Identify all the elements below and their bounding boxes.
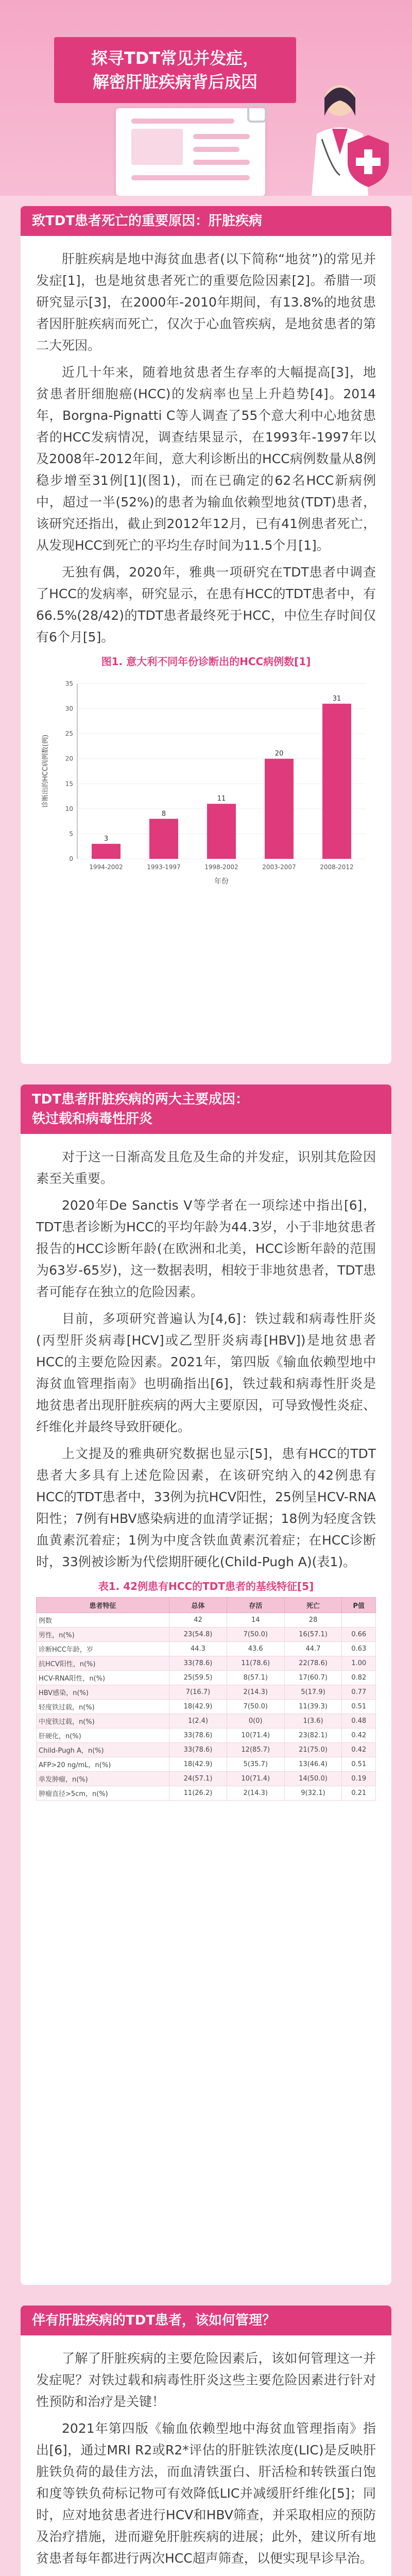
y-tick-label: 15 [65, 780, 73, 788]
table-cell: 33(78.6) [169, 1728, 227, 1743]
section3-paragraph-1: 了解了肝脏疾病的主要危险因素后，该如何管理这一并发症呢？对铁过载和病毒性肝炎这些主要危险因素进行针对性预防和治疗是关键！ [36, 2351, 376, 2409]
table-cell: 0.48 [342, 1714, 376, 1728]
table-cell: 抗HCV阳性，n(%) [37, 1656, 169, 1671]
section2-heading [21, 1084, 391, 1134]
table-cell: 42 [169, 1613, 227, 1628]
figure1-title: 图1. 意大利不同年份诊断出的HCC病例数[1] [101, 655, 311, 668]
document-illustration [116, 108, 265, 196]
bar [265, 759, 294, 859]
table-cell: HBV感染，n(%) [37, 1685, 169, 1700]
title-box [54, 37, 296, 103]
y-tick-label: 5 [69, 830, 73, 838]
table-cell: 男性，n(%) [37, 1628, 169, 1642]
table-cell: 1(2.4) [169, 1714, 227, 1728]
table-cell: 18(42.9) [169, 1757, 227, 1772]
section-risk-factors-card [21, 1084, 391, 2285]
table-cell: HCV-RNA阳性，n(%) [37, 1671, 169, 1685]
table-cell: 0.19 [342, 1772, 376, 1786]
table-row [37, 1613, 376, 1628]
table-cell: 10(71.4) [227, 1728, 284, 1743]
table-cell: 0(0) [227, 1714, 284, 1728]
table-header-cell: P值 [342, 1598, 376, 1613]
table-cell: 肿瘤直径>5cm，n(%) [37, 1786, 169, 1801]
header-banner [0, 0, 412, 196]
section2-paragraph-2: 2020年De Sanctis V等学者在一项综述中指出[6]，TDT患者诊断为HCC的平均年龄为44.3岁，小于非地贫患者报告的HCC诊断年龄(在欧洲和北美，HCC诊断年龄的范围为63岁-65岁)，这一数据表明，相较于非地贫患者，TDT患者可能存在独立的危险因素。 [36, 1198, 376, 1299]
table-cell: 2(14.3) [227, 1786, 284, 1801]
table-cell: 11(39.3) [284, 1700, 342, 1714]
bar-value-label: 8 [161, 810, 166, 818]
table-cell: 12(85.7) [227, 1743, 284, 1757]
table-cell: 9(32.1) [284, 1786, 342, 1801]
section3-heading: 伴有肝脏疾病的TDT患者，该如何管理？ [21, 2306, 391, 2335]
y-tick-label: 35 [65, 680, 73, 687]
table-cell: 23(82.1) [284, 1728, 342, 1743]
table-header-cell: 总体 [169, 1598, 227, 1613]
table-row [37, 1728, 376, 1743]
x-axis-label: 年份 [214, 877, 229, 886]
table-cell: 11(78.6) [227, 1656, 284, 1671]
section3-paragraph-2: 2021年第四版《输血依赖型地中海贫血管理指南》指出[6]，通过MRI R2或R2*评估的肝脏铁浓度(LIC)是反映肝脏铁负荷的最佳方法，而血清铁蛋白、肝活检和转铁蛋白饱和度等铁负荷标记物可有效降低LIC并减缓肝纤维化[5]；同时，应对地贫患者进行HCV和HBV筛查，并采取相应的预防及治疗措施，进而避免肝脏疾病的进展；此外，建议所有地贫患者每年都进行两次HCC超声筛查，以便实现早诊早治。 [36, 2421, 376, 2566]
table-cell: 0.63 [342, 1642, 376, 1656]
table-cell: 例数 [37, 1613, 169, 1628]
baseline-table [36, 1597, 376, 1801]
table-row [37, 1772, 376, 1786]
table-cell: 肝硬化，n(%) [37, 1728, 169, 1743]
bar-value-label: 11 [217, 795, 226, 803]
y-axis-label: 诊断出的HCC病例数(例) [42, 734, 49, 808]
page-title-line2: 解密肝脏疾病背后成因 [92, 72, 258, 92]
table-cell [342, 1613, 376, 1628]
table-cell: 1(3.6) [284, 1714, 342, 1728]
table-cell: 14 [227, 1613, 284, 1628]
x-tick-label: 2003-2007 [262, 863, 296, 871]
table-cell: AFP>20 ng/mL，n(%) [37, 1757, 169, 1772]
section2-paragraph-1: 对于这一日渐高发且危及生命的并发症，识别其危险因素至关重要。 [36, 1149, 376, 1186]
bar [92, 844, 121, 859]
bar [149, 819, 178, 859]
table-row [37, 1700, 376, 1714]
table-cell: 11(26.2) [169, 1786, 227, 1801]
y-tick-label: 30 [65, 705, 73, 713]
table-cell: 轻度铁过载，n(%) [37, 1700, 169, 1714]
section1-paragraph-2: 近几十年来，随着地贫患者生存率的大幅提高[3]，地贫患者肝细胞癌(HCC)的发病率也呈上升趋势[4]。2014年，Borgna-Pignatti C等人调查了55个意大利中心地贫患者的HCC发病情况，调查结果显示，在1993年-1997年以及2008年-2012年间，意大利诊断出的HCC病例数量从8例稳步增至31例[1](图1)，而在已确定的62名HCC新病例中，超过一半(52%)的患者为输血依赖型地贫(TDT)患者，该研究还指出，截止到2012年12月，已有41例患者死亡，从发现HCC到死亡的平均生存时间为11.5个月[1]。 [36, 365, 376, 553]
table-cell: 14(50.0) [284, 1772, 342, 1786]
table-cell: 0.42 [342, 1728, 376, 1743]
table-row [37, 1685, 376, 1700]
chart-svg [36, 673, 376, 890]
hcc-bar-chart [36, 673, 376, 890]
table-cell: 诊断HCC年龄，岁 [37, 1642, 169, 1656]
table-row [37, 1656, 376, 1671]
clip-icon [247, 103, 267, 123]
bar [322, 704, 351, 859]
table-cell: 2(14.3) [227, 1685, 284, 1700]
section1-heading: 致TDT患者死亡的重要原因：肝脏疾病 [21, 206, 391, 236]
table-cell: 33(78.6) [169, 1743, 227, 1757]
table-cell: 0.42 [342, 1743, 376, 1757]
table-cell: 23(54.8) [169, 1628, 227, 1642]
bar-value-label: 3 [104, 835, 109, 843]
x-tick-label: 1993-1997 [147, 863, 181, 871]
page-title-line1: 探寻TDT常见并发症， [91, 48, 260, 68]
table-cell: 7(16.7) [169, 1685, 227, 1700]
table-cell: 中度铁过载，n(%) [37, 1714, 169, 1728]
x-tick-label: 1998-2002 [204, 863, 238, 871]
section-liver-disease-card [21, 206, 391, 1064]
table-row [37, 1628, 376, 1642]
table-cell: 5(35.7) [227, 1757, 284, 1772]
table-cell: 0.66 [342, 1628, 376, 1642]
y-tick-label: 20 [65, 755, 73, 762]
table-cell: 18(42.9) [169, 1700, 227, 1714]
table-cell: 7(50.0) [227, 1700, 284, 1714]
section2-paragraph-4: 上文提及的雅典研究数据也显示[5]，患有HCC的TDT患者大多具有上述危险因素，在该研究纳入的42例患有HCC的TDT患者中，33例为抗HCV阳性，25例呈HCV-RNA阳性；7例有HBV感染病进的血清学证据；18例为轻度含铁血黄素沉着症；1例为中度含铁血黄素沉着症；在HCC诊断时，33例被诊断为代偿期肝硬化(Child-Pugh A)(表1)。 [36, 1446, 376, 1569]
table-cell: 44.3 [169, 1642, 227, 1656]
table-row [37, 1743, 376, 1757]
table-row [37, 1714, 376, 1728]
table-cell: 43.6 [227, 1642, 284, 1656]
x-tick-label: 1994-2002 [89, 863, 123, 871]
y-tick-label: 10 [65, 805, 73, 812]
table-cell: 28 [284, 1613, 342, 1628]
table-header-cell: 患者特征 [37, 1598, 169, 1613]
table-cell: 16(57.1) [284, 1628, 342, 1642]
table-cell: 5(17.9) [284, 1685, 342, 1700]
table-header-cell: 存活 [227, 1598, 284, 1613]
table-cell: 单发肿瘤，n(%) [37, 1772, 169, 1786]
table-header-row [37, 1598, 376, 1613]
table-row [37, 1642, 376, 1656]
table-cell: 0.51 [342, 1757, 376, 1772]
table-cell: 8(57.1) [227, 1671, 284, 1685]
bar [207, 804, 236, 859]
bar-value-label: 20 [274, 750, 284, 758]
table1-title: 表1. 42例患有HCC的TDT患者的基线特征[5] [98, 1580, 314, 1592]
table-cell: 0.51 [342, 1700, 376, 1714]
table-row [37, 1786, 376, 1801]
table-cell: 24(57.1) [169, 1772, 227, 1786]
section2-heading-line2: 铁过载和病毒性肝炎 [32, 1111, 153, 1127]
bar-value-label: 31 [332, 694, 341, 703]
table-cell: 1.00 [342, 1656, 376, 1671]
x-tick-label: 2008-2012 [320, 863, 354, 871]
section2-heading-line1: TDT患者肝脏疾病的两大主要成因： [32, 1092, 249, 1107]
table-cell: 22(78.6) [284, 1656, 342, 1671]
table-cell: 10(71.4) [227, 1772, 284, 1786]
section-management-card [21, 2306, 391, 2576]
table-cell: 0.82 [342, 1671, 376, 1685]
table-cell: 0.77 [342, 1685, 376, 1700]
table-cell: Child-Pugh A，n(%) [37, 1743, 169, 1757]
table-row [37, 1671, 376, 1685]
table-cell: 13(46.4) [284, 1757, 342, 1772]
y-tick-label: 0 [69, 855, 73, 862]
table-cell: 0.21 [342, 1786, 376, 1801]
shield-icon [345, 134, 391, 188]
table-cell: 44.7 [284, 1642, 342, 1656]
table-body [37, 1613, 376, 1801]
table-cell: 21(75.0) [284, 1743, 342, 1757]
section1-paragraph-1: 肝脏疾病是地中海贫血患者(以下简称“地贫”)的常见并发症[1]，也是地贫患者死亡的重要危险因素[2]。希腊一项研究显示[3]，在2000年-2010年期间，有13.8%的地贫患者因肝脏疾病而死亡，仅次于心血管疾病，是地贫患者的第二大死因。 [36, 251, 376, 353]
section2-paragraph-3: 目前，多项研究普遍认为[4,6]：铁过载和病毒性肝炎(丙型肝炎病毒[HCV]或乙型肝炎病毒[HBV])是地贫患者HCC的主要危险因素。2021年，第四版《输血依赖型地中海贫血管理指南》也明确指出[6]，铁过载和病毒性肝炎是地贫患者出现肝脏疾病的两大主要原因，可导致慢性炎症、纤维化并最终导致肝硬化。 [36, 1311, 376, 1434]
table-cell: 25(59.5) [169, 1671, 227, 1685]
section1-paragraph-3: 无独有偶，2020年，雅典一项研究在TDT患者中调查了HCC的发病率，研究显示，在患有HCC的TDT患者中，有66.5%(28/42)的TDT患者最终死于HCC，中位生存时间仅有6个月[5]。 [36, 565, 376, 645]
table-cell: 33(78.6) [169, 1656, 227, 1671]
table-row [37, 1757, 376, 1772]
table-header-cell: 死亡 [284, 1598, 342, 1613]
y-tick-label: 25 [65, 730, 73, 738]
table-cell: 7(50.0) [227, 1628, 284, 1642]
table-cell: 17(60.7) [284, 1671, 342, 1685]
